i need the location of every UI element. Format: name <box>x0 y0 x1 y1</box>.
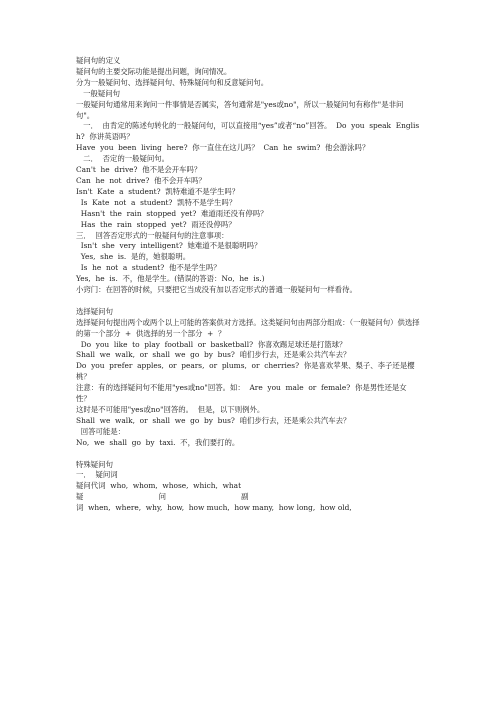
text-line: 选择疑问句提出两个或两个以上可能的答案供对方选择。这类疑问句由两部分组成：（一般疑问句）供选择的第一个部分 + 供选择的另一个部分 + ？ <box>76 317 420 338</box>
text-line: Yes, she is. 是的，她很聪明。 <box>76 252 191 262</box>
text-line: 这时是不可能用"yes或no"回答的。 但是，以下则例外。 <box>76 404 265 414</box>
text-line: Hasn't the rain stopped yet? 难道雨还没有停吗？ <box>76 208 268 218</box>
text-line: Do you like to play football or basketball? 你喜欢踢足球还是打篮球？ <box>76 339 347 349</box>
text-line: Isn't Kate a student? 凯特难道不是学生吗？ <box>76 186 240 196</box>
paragraph-gap <box>76 296 420 307</box>
text-line: 小窍门：在回答的时候，只要把它当成没有加以否定形式的普通一般疑问句一样看待。 <box>76 285 357 295</box>
text-line: 一． 由肯定的陈述句转化的一般疑问句，可以直接用“yes”或者“no”回答。 Do you speak English? 你讲英语吗？ <box>76 121 420 142</box>
text-line: 选择疑问句 <box>76 306 113 316</box>
document-body <box>76 56 420 514</box>
text-line: 疑问句的主要交际功能是提出问题，询问情况。 <box>76 66 232 76</box>
text-line: 分为一般疑问句、选择疑问句、特殊疑问句和反意疑问句。 <box>76 77 269 87</box>
text-line: Have you been living here? 你一直住在这儿吗？ Can he swim? 他会游泳吗？ <box>76 143 370 153</box>
text-line: 二． 否定的一般疑问句。 <box>76 154 170 164</box>
text-line: 回答可能是： <box>76 426 126 436</box>
text-line: Has the rain stopped yet? 雨还没停吗？ <box>76 219 236 229</box>
text-line: No, we shall go by taxi. 不，我们要打的。 <box>76 437 240 447</box>
text-line: Shall we walk, or shall we go by bus? 咱们步行去，还是乘公共汽车去？ <box>76 350 351 360</box>
text-line: 一般疑问句 <box>76 88 121 98</box>
text-line: Can't he drive? 他不是会开车吗？ <box>76 165 202 175</box>
text-line: 疑问句的定义 <box>76 56 121 65</box>
text-line: 三． 回答否定形式的一般疑问句的注意事项： <box>76 230 229 240</box>
text-line: 词 when, where, why, how, how much, how many, how long, how old, <box>76 503 352 513</box>
text-line: 一般疑问句通常用来询问一件事情是否属实，答句通常是"yes或no"，所以一般疑问句有称作"是非问句"。 <box>76 99 404 120</box>
text-line: Shall we walk, or shall we go by bus? 咱们步行去，还是乘公共汽车去？ <box>76 415 351 425</box>
text-line: Isn't she very intelligent? 她难道不是很聪明吗？ <box>76 241 262 251</box>
text-line: 疑 问 副 <box>76 492 249 502</box>
text-line: 一． 疑问词 <box>76 470 118 480</box>
text-line: Yes, he is. 不，他是学生。(错误的答语：No, he is.) <box>76 274 265 284</box>
text-line: 特殊疑问句 <box>76 459 113 469</box>
text-line: Can he not drive? 他不会开车吗？ <box>76 175 206 185</box>
text-line: Do you prefer apples, or pears, or plums, or cherries? 你是喜欢苹果、梨子、李子还是樱桃？ <box>76 361 415 382</box>
text-line: Is he not a student? 他不是学生吗？ <box>76 263 221 273</box>
paragraph-gap <box>76 449 420 460</box>
text-line: Is Kate not a student? 凯特不是学生吗？ <box>76 197 237 207</box>
text-line: 疑问代词 who, whom, whose, which, what <box>76 481 242 491</box>
text-line: 注意：有的选择疑问句不能用"yes或no"回答。如： Are you male or female? 你是男性还是女性？ <box>76 383 407 404</box>
